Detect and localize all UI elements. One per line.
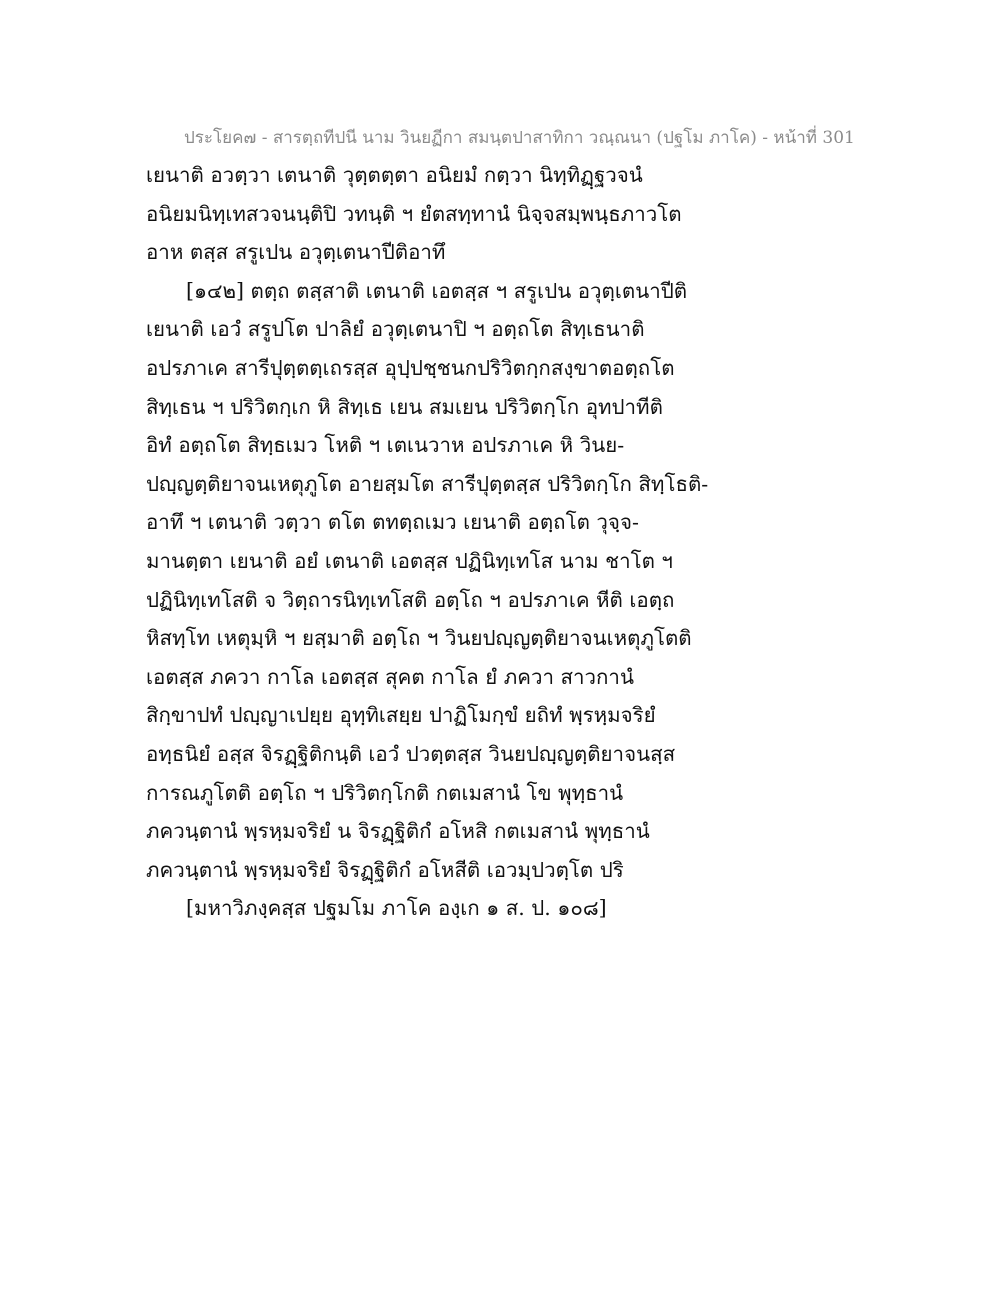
text-line: สิทฺเธน ฯ ปริวิตกฺเก หิ สิทฺเธ เยน สมเยน ปริวิตกฺโก อุทปาทีติ <box>146 394 663 419</box>
body-text <box>146 156 866 928</box>
text-line: อทฺธนิยํ อสฺส จิรฏฺฐิติกนฺติ เอวํ ปวตฺตสฺส วินยปญฺญตฺติยาจนสฺส <box>146 741 676 766</box>
paragraph-start-line: [๑๔๒] ตตฺถ ตสฺสาติ เตนาติ เอตสฺส ฯ สรูเปน อวุตฺเตนาปีติ <box>186 278 688 303</box>
running-header: ประโยค๗ - สารตฺถทีปนี นาม วินยฏีกา สมนฺตปาสาทิกา วณฺณนา (ปฐโม ภาโค) - หน้าที่ 301 <box>184 128 855 148</box>
text-line: สิกฺขาปทํ ปญฺญาเปยฺย อุทฺทิเสยฺย ปาฏิโมกฺขํ ยถิทํ พฺรหฺมจริยํ <box>146 703 656 728</box>
text-line: เยนาติ เอวํ สรูปโต ปาลิยํ อวุตฺเตนาปิ ฯ อตฺถโต สิทฺเธนาติ <box>146 317 645 342</box>
text-line: เอตสฺส ภควา กาโล เอตสฺส สุคต กาโล ยํ ภควา สาวกานํ <box>146 664 634 689</box>
text-line: ภควนฺตานํ พฺรหฺมจริยํ จิรฏฺฐิติกํ อโหสีติ เอวมฺปวตฺโต ปริ <box>146 857 624 882</box>
text-line: หิสทฺโท เหตุมฺหิ ฯ ยสฺมาติ อตฺโถ ฯ วินยปญฺญตฺติยาจนเหตุภูโตติ <box>146 626 692 651</box>
text-line: อปรภาเค สารีปุตฺตตฺเถรสฺส อุปฺปชฺชนกปริวิตกฺกสงฺขาตอตฺถโต <box>146 355 675 380</box>
text-line: ปฏินิทฺเทโสติ จ วิตฺถารนิทฺเทโสติ อตฺโถ ฯ อปรภาเค หีติ เอตฺถ <box>146 587 675 612</box>
text-line: อิทํ อตฺถโต สิทฺธเมว โหติ ฯ เตเนวาห อปรภาเค หิ วินย- <box>146 433 625 458</box>
text-line: เยนาติ อวตฺวา เตนาติ วุตฺตตฺตา อนิยมํ กตฺวา นิทฺทิฏฺฐวจนํ <box>146 163 643 187</box>
text-line: ภควนฺตานํ พฺรหฺมจริยํ น จิรฏฺฐิติกํ อโหสิ กตเมสานํ พุทฺธานํ <box>146 819 650 844</box>
text-line: การณภูโตติ อตฺโถ ฯ ปริวิตกฺโกติ กตเมสานํ โข พุทฺธานํ <box>146 780 624 805</box>
text-line: อาห ตสฺส สรูเปน อวุตฺเตนาปีติอาทึ <box>146 240 446 265</box>
text-line: ปญฺญตฺติยาจนเหตุภูโต อายสฺมโต สารีปุตฺตสฺส ปริวิตกฺโก สิทฺโธติ- <box>146 471 709 496</box>
text-line: อาทึ ฯ เตนาติ วตฺวา ตโต ตทตฺถเมว เยนาติ อตฺถโต วุจฺจ- <box>146 510 639 535</box>
text-line: อนิยมนิทฺเทสวจนนฺติปิ วทนฺติ ฯ ยํตสทฺทานํ นิจฺจสมฺพนฺธภาวโต <box>146 201 682 226</box>
text-line: มานตฺตา เยนาติ อยํ เตนาติ เอตสฺส ปฏินิทฺเทโส นาม ชาโต ฯ <box>146 548 673 573</box>
reference-line: [มหาวิภงฺคสฺส ปฐมโม ภาโค องฺเก ๑ ส. ป. ๑๐๘] <box>186 896 607 921</box>
